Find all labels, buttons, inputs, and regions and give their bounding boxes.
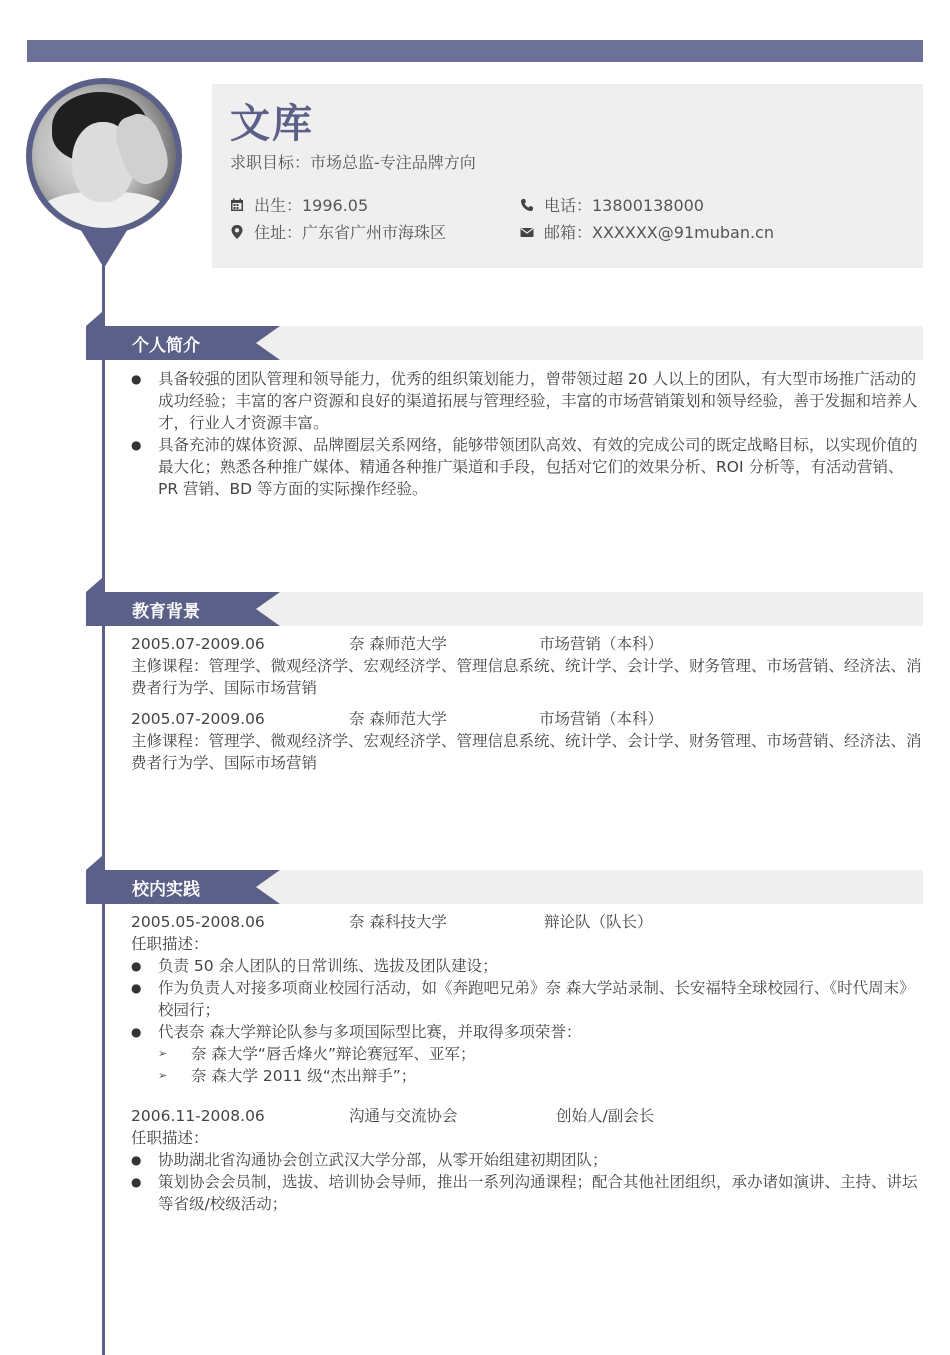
list-item: ● 负责 50 余人团队的日常训练、选拔及团队建设； — [131, 955, 923, 977]
practice-entry — [131, 1105, 923, 1215]
education-entry — [131, 633, 923, 699]
phone-text: 电话：13800138000 — [544, 196, 704, 215]
birth-info — [230, 193, 368, 216]
avatar — [32, 84, 176, 228]
role: 创始人/副会长 — [556, 1107, 655, 1125]
section-header-profile — [86, 326, 923, 360]
job-objective: 求职目标：市场总监-专注品牌方向 — [230, 153, 476, 172]
courses: 主修课程：管理学、微观经济学、宏观经济学、管理信息系统、统计学、会计学、财务管理、市场营销、经济法、消费者行为学、国际市场营销 — [131, 732, 922, 772]
school-name: 奈 森师范大学 — [349, 710, 447, 728]
desc-label: 任职描述： — [131, 935, 209, 953]
phone-info — [520, 193, 704, 216]
school-name: 奈 森师范大学 — [349, 635, 447, 653]
profile-photo — [26, 78, 182, 268]
section-header-practice — [86, 870, 923, 904]
major: 市场营销（本科） — [539, 710, 664, 728]
education-entry — [131, 708, 923, 774]
email-info — [520, 220, 774, 243]
top-accent-bar — [27, 40, 923, 62]
birth-text: 出生：1996.05 — [254, 196, 369, 215]
sub-list-item: ➢ 奈 森大学 2011 级“杰出辩手”； — [158, 1065, 923, 1087]
courses: 主修课程：管理学、微观经济学、宏观经济学、管理信息系统、统计学、会计学、财务管理、市场营销、经济法、消费者行为学、国际市场营销 — [131, 657, 922, 697]
desc-label: 任职描述： — [131, 1129, 209, 1147]
address-text: 住址：广东省广州市海珠区 — [254, 223, 447, 242]
section-title: 校内实践 — [132, 880, 200, 900]
header-panel — [212, 84, 923, 268]
address-info — [230, 220, 446, 243]
list-item: ● 作为负责人对接多项商业校园行活动，如《奔跑吧兄弟》奈 森大学站录制、长安福特全球校园行、《时代周末》校园行； — [131, 977, 923, 1021]
profile-content — [131, 368, 923, 500]
list-item: ● 具备充沛的媒体资源、品牌圈层关系网络，能够带领团队高效、有效的完成公司的既定战略目标，以实现价值的最大化；熟悉各种推广媒体、精通各种推广渠道和手段，包括对它们的效果分析、ROI 分析等，有活动营销、PR 营销、BD 等方面的实际操作经验。 — [131, 434, 923, 500]
timeline-line — [102, 255, 105, 1355]
list-item: ● 代表奈 森大学辩论队参与多项国际型比赛，并取得多项荣誉： — [131, 1021, 923, 1043]
candidate-name: 文库 — [230, 101, 314, 147]
sub-list-item: ➢ 奈 森大学“唇舌烽火”辩论赛冠军、亚军； — [158, 1043, 923, 1065]
list-item: ● 协助湖北省沟通协会创立武汉大学分部，从零开始组建初期团队； — [131, 1149, 923, 1171]
list-item: ● 策划协会会员制，选拔、培训协会导师，推出一系列沟通课程；配合其他社团组织，承办诸如演讲、主持、讲坛等省级/校级活动； — [131, 1171, 923, 1215]
location-pin-icon — [230, 225, 244, 239]
list-item: ● 具备较强的团队管理和领导能力，优秀的组织策划能力，曾带领过超 20 人以上的团队，有大型市场推广活动的成功经验；丰富的客户资源和良好的渠道拓展与管理经验，丰富的市场营销策划和领导经验，善于发掘和培养人才，行业人才资源丰富。 — [131, 368, 923, 434]
envelope-icon — [520, 225, 534, 239]
date-range: 2005.07-2009.06 — [131, 710, 265, 728]
date-range: 2005.05-2008.06 — [131, 913, 265, 931]
practice-content — [131, 911, 923, 1215]
section-header-education — [86, 592, 923, 626]
email-text: 邮箱：XXXXXX@91muban.cn — [544, 223, 774, 242]
role: 辩论队（队长） — [544, 913, 653, 931]
section-title: 个人简介 — [132, 336, 200, 356]
education-content — [131, 633, 923, 774]
calendar-icon — [230, 198, 244, 212]
organization: 沟通与交流协会 — [349, 1107, 458, 1125]
phone-icon — [520, 198, 534, 212]
date-range: 2005.07-2009.06 — [131, 635, 265, 653]
organization: 奈 森科技大学 — [349, 913, 447, 931]
practice-entry — [131, 911, 923, 1087]
date-range: 2006.11-2008.06 — [131, 1107, 265, 1125]
section-title: 教育背景 — [132, 602, 200, 622]
major: 市场营销（本科） — [539, 635, 664, 653]
